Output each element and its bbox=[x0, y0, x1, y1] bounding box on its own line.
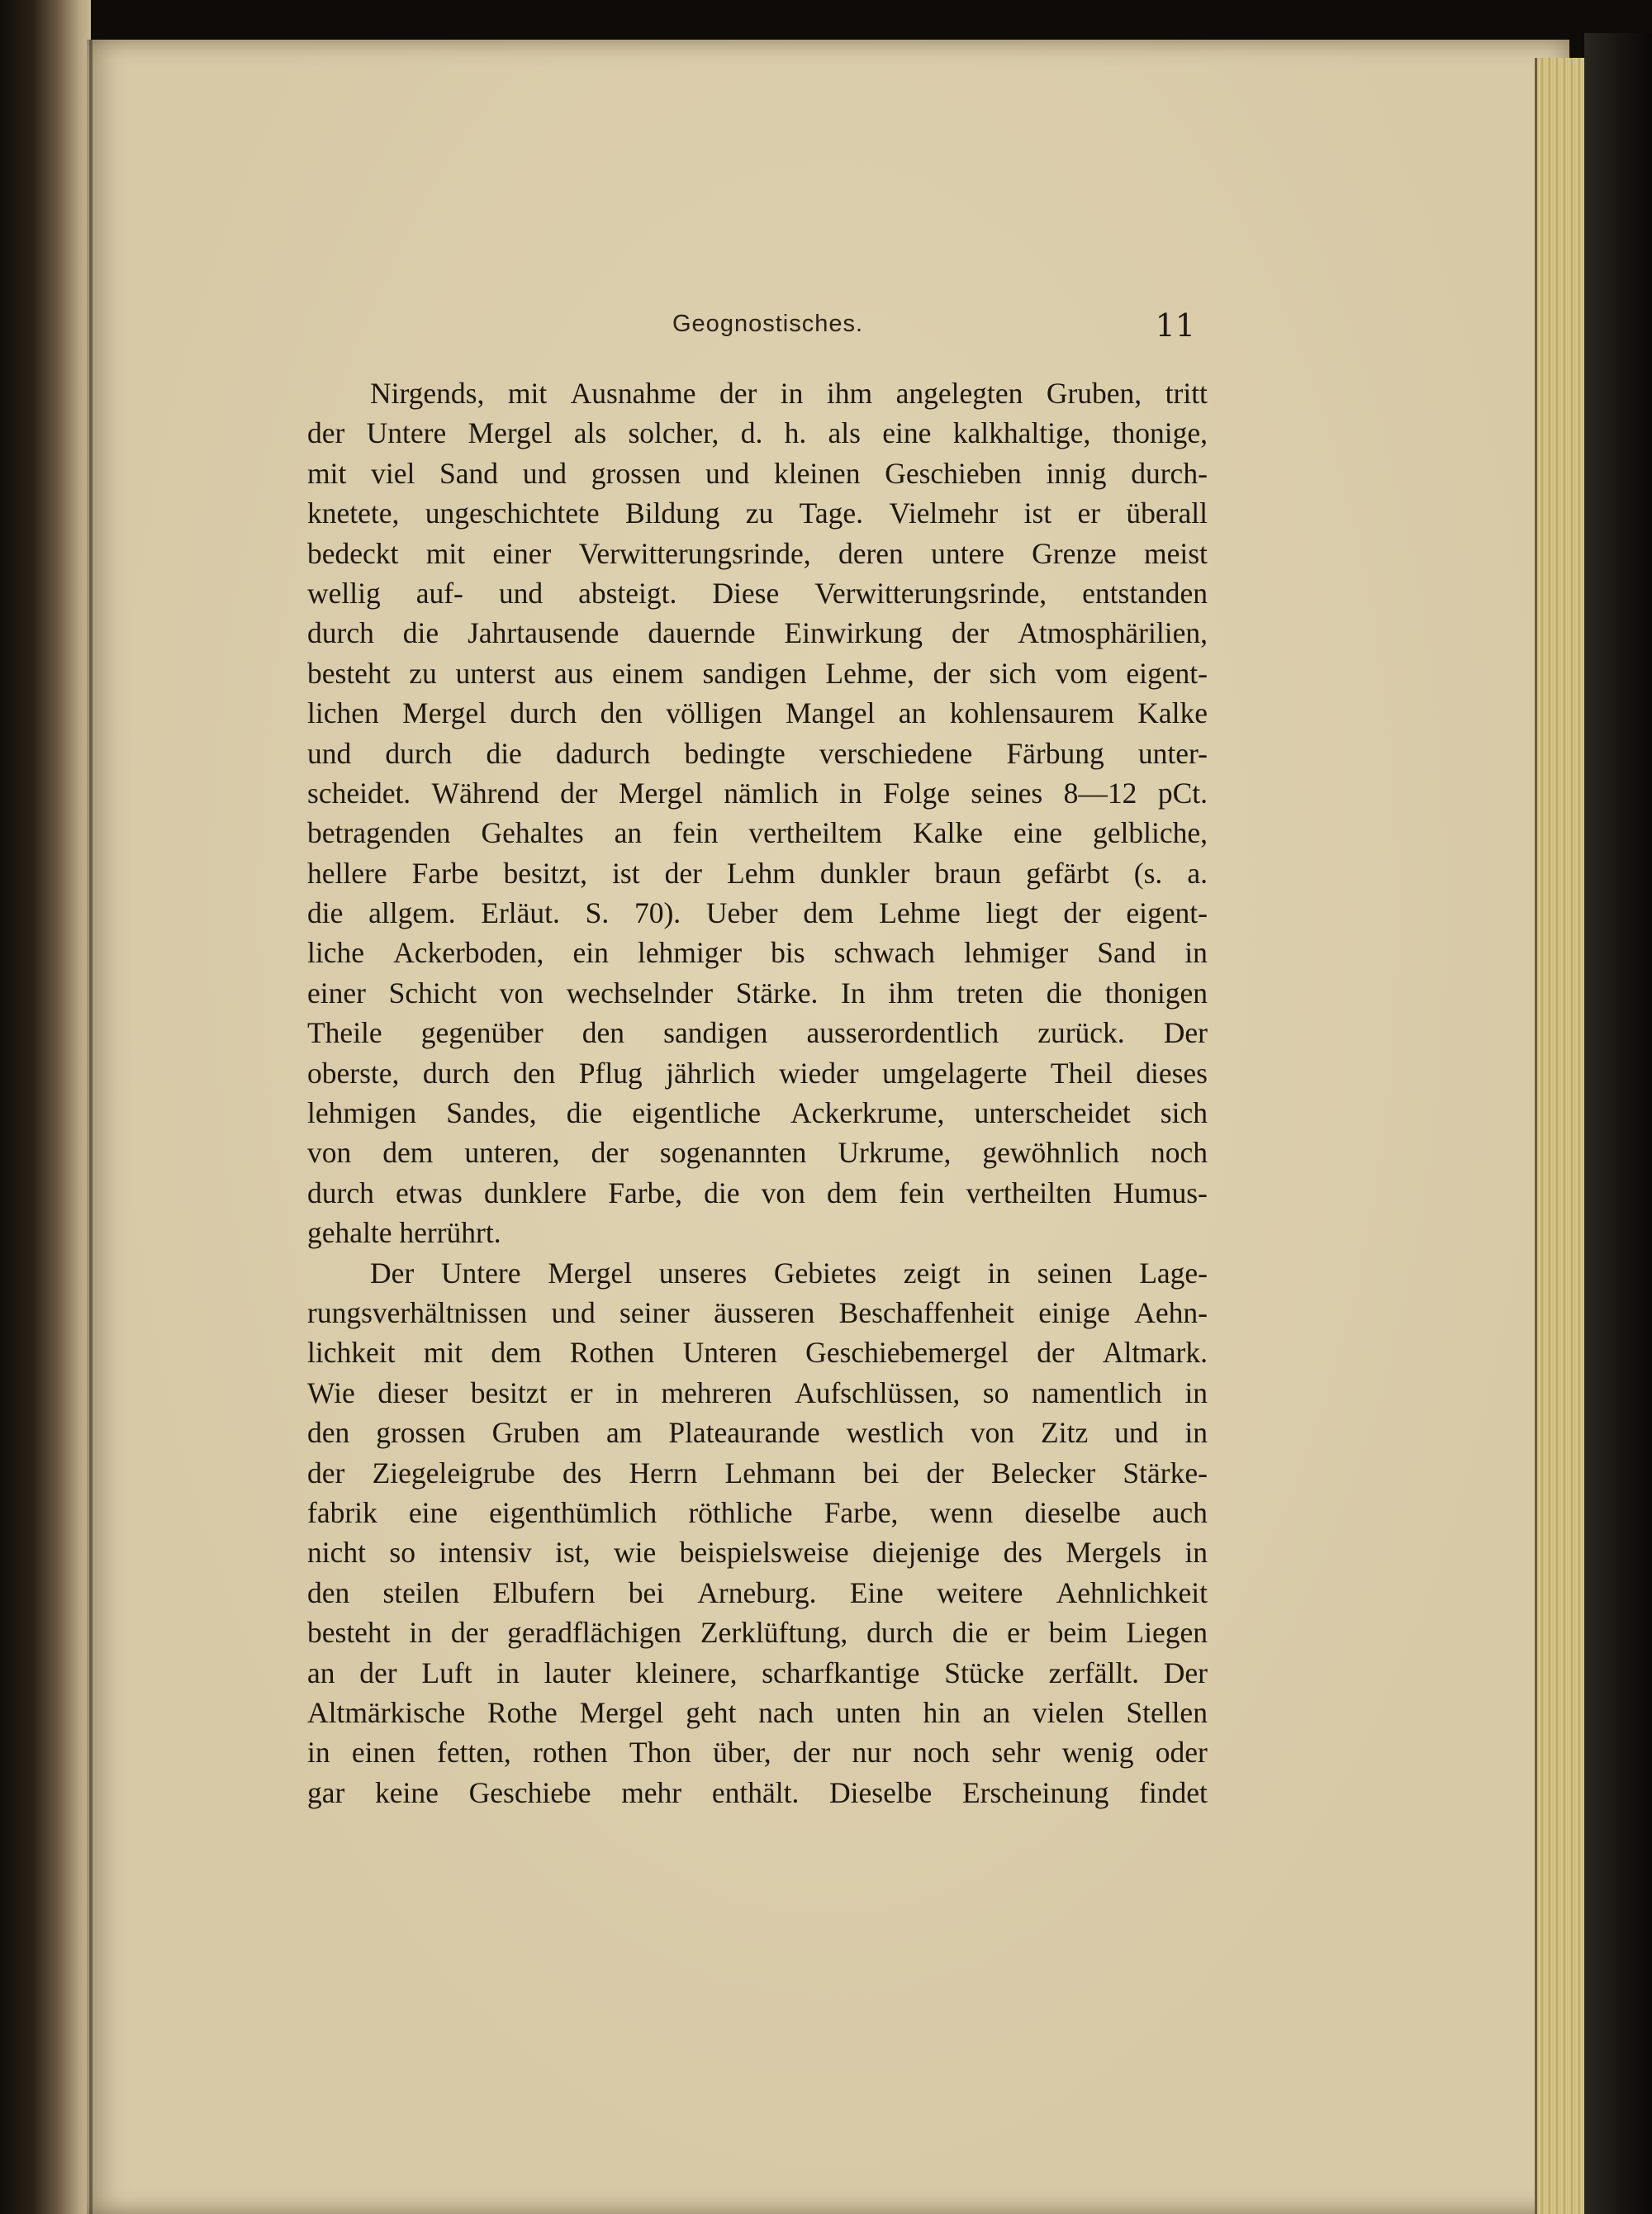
text-line: Theile gegenüber den sandigen ausserordentlich zurück. Der bbox=[307, 1016, 1208, 1050]
paragraph-2 bbox=[307, 1253, 1208, 1813]
text-line: der Ziegeleigrube des Herrn Lehmann bei der Belecker Stärke- bbox=[307, 1456, 1208, 1489]
running-head: Geognostisches. bbox=[672, 311, 864, 337]
text-line: und durch die dadurch bedingte verschiedene Färbung unter- bbox=[307, 736, 1208, 770]
text-line: lehmigen Sandes, die eigentliche Ackerkrume, unterscheidet sich bbox=[307, 1096, 1208, 1130]
text-line: mit viel Sand und grossen und kleinen Geschieben innig durch- bbox=[307, 456, 1208, 490]
text-line: den steilen Elbufern bei Arneburg. Eine weitere Aehnlichkeit bbox=[307, 1575, 1208, 1609]
text-line: der Untere Mergel als solcher, d. h. als eine kalkhaltige, thonige, bbox=[307, 416, 1208, 450]
text-line: nicht so intensiv ist, wie beispielsweise diejenige des Mergels in bbox=[307, 1536, 1208, 1570]
text-line: Altmärkische Rothe Mergel geht nach unten hin an vielen Stellen bbox=[307, 1695, 1208, 1729]
text-line: die allgem. Erläut. S. 70). Ueber dem Lehme liegt der eigent- bbox=[307, 896, 1208, 930]
text-line: lichen Mergel durch den völligen Mangel an kohlensaurem Kalke bbox=[307, 696, 1208, 730]
text-line: Nirgends, mit Ausnahme der in ihm angelegten Gruben, tritt bbox=[370, 377, 1208, 410]
text-line: fabrik eine eigenthümlich röthliche Farbe, wenn dieselbe auch bbox=[307, 1495, 1208, 1529]
text-line: gar keine Geschiebe mehr enthält. Dieselbe Erscheinung findet bbox=[307, 1775, 1208, 1809]
text-line: besteht in der geradflächigen Zerklüftung, durch die er beim Liegen bbox=[307, 1616, 1208, 1650]
text-line: lichkeit mit dem Rothen Unteren Geschiebemergel der Altmark. bbox=[307, 1336, 1208, 1370]
text-line: gehalte herrührt. bbox=[307, 1216, 501, 1250]
text-line: rungsverhältnissen und seiner äusseren Beschaffenheit einige Aehn- bbox=[307, 1295, 1208, 1329]
paragraph-1 bbox=[307, 373, 1208, 1253]
text-line: Der Untere Mergel unseres Gebietes zeigt in seinen Lage- bbox=[370, 1256, 1208, 1290]
text-line: scheidet. Während der Mergel nämlich in Folge seines 8—12 pCt. bbox=[307, 776, 1208, 810]
text-line: von dem unteren, der sogenannten Urkrume, gewöhnlich noch bbox=[307, 1136, 1208, 1170]
text-line: einer Schicht von wechselnder Stärke. In ihm treten die thonigen bbox=[307, 976, 1208, 1010]
text-line: durch die Jahrtausende dauernde Einwirkung der Atmosphärilien, bbox=[307, 616, 1208, 650]
text-line: den grossen Gruben am Plateaurande westlich von Zitz und in bbox=[307, 1416, 1208, 1450]
previous-page-edge bbox=[0, 0, 91, 2214]
text-line: Wie dieser besitzt er in mehreren Aufschlüssen, so namentlich in bbox=[307, 1375, 1208, 1409]
text-line: in einen fetten, rothen Thon über, der nur noch sehr wenig oder bbox=[307, 1736, 1208, 1770]
text-line: oberste, durch den Pflug jährlich wieder umgelagerte Theil dieses bbox=[307, 1056, 1208, 1090]
text-line: hellere Farbe besitzt, ist der Lehm dunkler braun gefärbt (s. a. bbox=[307, 856, 1208, 890]
text-line: betragenden Gehaltes an fein vertheiltem Kalke eine gelbliche, bbox=[307, 816, 1208, 850]
text-line: durch etwas dunklere Farbe, die von dem fein vertheilten Humus- bbox=[307, 1176, 1208, 1209]
body-text bbox=[307, 373, 1208, 1813]
gutter-shadow bbox=[89, 40, 93, 2214]
text-line: knetete, ungeschichtete Bildung zu Tage. Vielmehr ist er überall bbox=[307, 496, 1208, 530]
text-line: an der Luft in lauter kleinere, scharfkantige Stücke zerfällt. Der bbox=[307, 1656, 1208, 1689]
text-line: besteht zu unterst aus einem sandigen Lehme, der sich vom eigent- bbox=[307, 656, 1208, 690]
page-block-edges bbox=[1535, 58, 1588, 2214]
text-line: bedeckt mit einer Verwitterungsrinde, deren untere Grenze meist bbox=[307, 536, 1208, 570]
text-line: liche Ackerboden, ein lehmiger bis schwach lehmiger Sand in bbox=[307, 936, 1208, 970]
page-number: 11 bbox=[1155, 307, 1195, 344]
book-cover bbox=[1584, 33, 1652, 2214]
page-header bbox=[307, 307, 1195, 360]
text-line: wellig auf- und absteigt. Diese Verwitterungsrinde, entstanden bbox=[307, 576, 1208, 610]
